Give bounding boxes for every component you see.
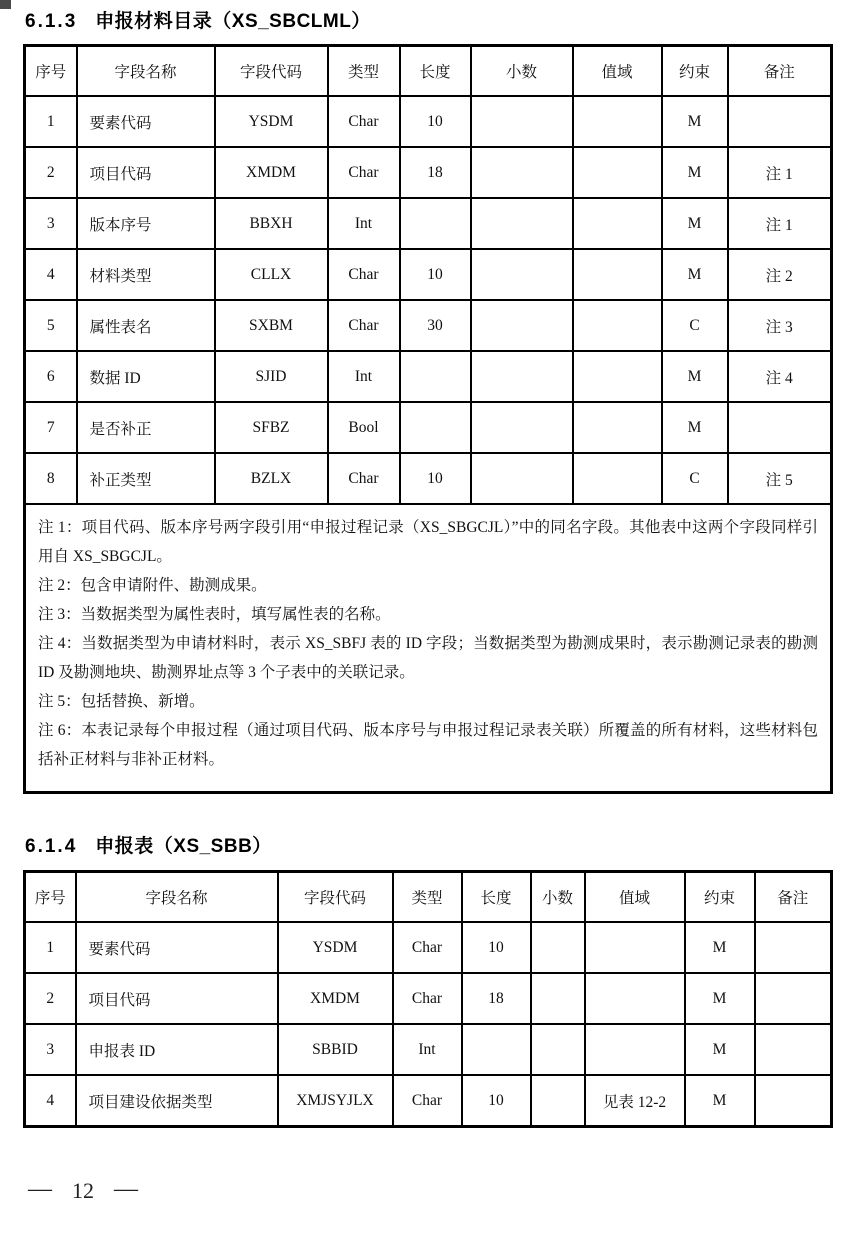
- footer-left-dash: —: [28, 1176, 52, 1202]
- table-cell: 注 5: [728, 453, 832, 504]
- table-cell: M: [662, 96, 728, 147]
- table-cell: Char: [393, 922, 462, 973]
- table-row: [25, 198, 832, 249]
- table-cell: [531, 922, 585, 973]
- table-cell: [471, 198, 573, 249]
- table-cell: YSDM: [215, 96, 328, 147]
- note-line: 注 1：项目代码、版本序号两字段引用“申报过程记录（XS_SBGCJL）”中的同名字段。其他表中这两个字段同样引用自 XS_SBGCJL。: [38, 519, 818, 565]
- note-line: 注 6：本表记录每个申报过程（通过项目代码、版本序号与申报过程记录表关联）所覆盖的所有材料，这些材料包括补正材料与非补正材料。: [38, 722, 818, 768]
- table-cell: [471, 351, 573, 402]
- table-cell: 2: [25, 973, 76, 1024]
- table-notes-row: [25, 504, 832, 793]
- table-cell: 10: [462, 1075, 531, 1127]
- section-number: 6.1.3: [25, 11, 78, 32]
- table-cell: C: [662, 300, 728, 351]
- page-number: 12: [72, 1178, 94, 1203]
- table-cell: 2: [25, 147, 77, 198]
- table-header-row: [25, 872, 832, 923]
- table-header-cell: 字段名称: [77, 46, 215, 97]
- table-cell: M: [662, 249, 728, 300]
- table-cell: Char: [328, 300, 400, 351]
- table-header-cell: 备注: [728, 46, 832, 97]
- table-cell: 版本序号: [77, 198, 215, 249]
- table-cell: 4: [25, 249, 77, 300]
- table-cell: 1: [25, 922, 76, 973]
- table-header-cell: 类型: [328, 46, 400, 97]
- table-cell: [585, 922, 685, 973]
- table-cell: [531, 1075, 585, 1127]
- table-cell: [531, 973, 585, 1024]
- table-cell: SFBZ: [215, 402, 328, 453]
- table-cell: 补正类型: [77, 453, 215, 504]
- table-cell: M: [685, 1024, 755, 1075]
- table-row: [25, 922, 832, 973]
- table-row: [25, 147, 832, 198]
- table-cell: 30: [400, 300, 471, 351]
- table-cell: [471, 147, 573, 198]
- table-cell: [531, 1024, 585, 1075]
- table-cell: M: [685, 1075, 755, 1127]
- table-row: [25, 351, 832, 402]
- table-cell: [573, 300, 662, 351]
- table-row: [25, 973, 832, 1024]
- table-cell: [400, 198, 471, 249]
- note-line: 注 3：当数据类型为属性表时，填写属性表的名称。: [38, 606, 391, 623]
- table-cell: 注 1: [728, 198, 832, 249]
- footer-right-dash: —: [114, 1176, 138, 1202]
- table-cell: 材料类型: [77, 249, 215, 300]
- table-cell: 18: [462, 973, 531, 1024]
- table-cell: SJID: [215, 351, 328, 402]
- table-body: [25, 96, 832, 504]
- table-header-cell: 字段名称: [76, 872, 278, 923]
- table-cell: C: [662, 453, 728, 504]
- table-cell: [400, 351, 471, 402]
- table-body: [25, 922, 832, 1127]
- table-cell: 6: [25, 351, 77, 402]
- table-cell: [728, 96, 832, 147]
- table-header-cell: 小数: [471, 46, 573, 97]
- note-line: 注 5：包括替换、新增。: [38, 693, 205, 710]
- table-cell: XMDM: [215, 147, 328, 198]
- table-header-cell: 长度: [400, 46, 471, 97]
- note-line: 注 4：当数据类型为申请材料时，表示 XS_SBFJ 表的 ID 字段；当数据类型为勘测成果时，表示勘测记录表的勘测 ID 及勘测地块、勘测界址点等 3 个子表中的关联记录。: [38, 635, 818, 681]
- table-cell: M: [662, 147, 728, 198]
- table-cell: M: [662, 402, 728, 453]
- table-cell: SBBID: [278, 1024, 393, 1075]
- table-cell: Char: [393, 1075, 462, 1127]
- table-cell: 项目建设依据类型: [76, 1075, 278, 1127]
- table-cell: [755, 973, 832, 1024]
- table-cell: 10: [400, 249, 471, 300]
- table-sbb: [23, 870, 833, 1128]
- table-cell: 3: [25, 1024, 76, 1075]
- table-cell: Char: [328, 453, 400, 504]
- table-cell: BBXH: [215, 198, 328, 249]
- table-cell: [471, 453, 573, 504]
- note-line: 注 2：包含申请附件、勘测成果。: [38, 577, 267, 594]
- section-number: 6.1.4: [25, 836, 78, 857]
- section-title: 申报表（XS_SBB）: [95, 836, 272, 857]
- table-header-cell: 字段代码: [278, 872, 393, 923]
- table-cell: [573, 198, 662, 249]
- table-cell: [573, 453, 662, 504]
- table-cell: [471, 96, 573, 147]
- table-cell: 要素代码: [76, 922, 278, 973]
- table-cell: M: [685, 973, 755, 1024]
- table-cell: Char: [328, 249, 400, 300]
- table-row: [25, 96, 832, 147]
- table-cell: M: [662, 198, 728, 249]
- table-header-cell: 小数: [531, 872, 585, 923]
- table-cell: 10: [400, 453, 471, 504]
- table-cell: 8: [25, 453, 77, 504]
- table-cell: 7: [25, 402, 77, 453]
- table-header-cell: 序号: [25, 46, 77, 97]
- table-row: [25, 249, 832, 300]
- table-cell: 10: [462, 922, 531, 973]
- table-cell: Char: [328, 96, 400, 147]
- table-header-cell: 类型: [393, 872, 462, 923]
- table-cell: 3: [25, 198, 77, 249]
- table-cell: [462, 1024, 531, 1075]
- table-cell: 1: [25, 96, 77, 147]
- table-cell: [573, 249, 662, 300]
- table-cell: 10: [400, 96, 471, 147]
- scan-artifact: [0, 0, 11, 9]
- table-header-cell: 值域: [573, 46, 662, 97]
- table-header-cell: 值域: [585, 872, 685, 923]
- table-cell: [471, 402, 573, 453]
- table-header-row: [25, 46, 832, 97]
- table-cell: Int: [393, 1024, 462, 1075]
- table-cell: SXBM: [215, 300, 328, 351]
- table-cell: [755, 1024, 832, 1075]
- table-cell: M: [685, 922, 755, 973]
- table-cell: 属性表名: [77, 300, 215, 351]
- table-header-cell: 长度: [462, 872, 531, 923]
- table-header: [25, 872, 832, 923]
- table-notes-cell: [25, 504, 832, 793]
- table-header-cell: 约束: [685, 872, 755, 923]
- table-cell: [728, 402, 832, 453]
- table-header-cell: 序号: [25, 872, 76, 923]
- table-row: [25, 453, 832, 504]
- table-cell: [755, 1075, 832, 1127]
- table-row: [25, 402, 832, 453]
- table-cell: 注 1: [728, 147, 832, 198]
- table-cell: 5: [25, 300, 77, 351]
- table-cell: 项目代码: [76, 973, 278, 1024]
- table-cell: 注 3: [728, 300, 832, 351]
- table-cell: XMJSYJLX: [278, 1075, 393, 1127]
- table-row: [25, 1024, 832, 1075]
- table-cell: 4: [25, 1075, 76, 1127]
- table-cell: 注 2: [728, 249, 832, 300]
- table-cell: [573, 96, 662, 147]
- table-cell: [471, 300, 573, 351]
- table-cell: [400, 402, 471, 453]
- table-cell: 申报表 ID: [76, 1024, 278, 1075]
- table-cell: [573, 147, 662, 198]
- table-row: [25, 300, 832, 351]
- table-cell: [471, 249, 573, 300]
- table-row: [25, 1075, 832, 1127]
- section-heading-6-1-3: [25, 4, 830, 33]
- table-cell: 数据 ID: [77, 351, 215, 402]
- table-cell: 项目代码: [77, 147, 215, 198]
- table-cell: Int: [328, 351, 400, 402]
- table-cell: Int: [328, 198, 400, 249]
- table-cell: Char: [393, 973, 462, 1024]
- table-cell: 是否补正: [77, 402, 215, 453]
- table-cell: BZLX: [215, 453, 328, 504]
- table-cell: YSDM: [278, 922, 393, 973]
- table-cell: 18: [400, 147, 471, 198]
- table-header-cell: 字段代码: [215, 46, 328, 97]
- table-cell: M: [662, 351, 728, 402]
- table-cell: 注 4: [728, 351, 832, 402]
- table-cell: 要素代码: [77, 96, 215, 147]
- table-cell: CLLX: [215, 249, 328, 300]
- table-sbclml: [23, 44, 833, 794]
- table-cell: XMDM: [278, 973, 393, 1024]
- table-cell: [755, 922, 832, 973]
- table-cell: [573, 351, 662, 402]
- section-title: 申报材料目录（XS_SBCLML）: [95, 11, 371, 32]
- table-header-cell: 约束: [662, 46, 728, 97]
- table-cell: 见表 12-2: [585, 1075, 685, 1127]
- table-cell: Bool: [328, 402, 400, 453]
- table-cell: [585, 973, 685, 1024]
- page-footer: [28, 1178, 138, 1204]
- table-header-cell: 备注: [755, 872, 832, 923]
- table-cell: [585, 1024, 685, 1075]
- table-header: [25, 46, 832, 97]
- section-heading-6-1-4: [25, 831, 830, 858]
- table-cell: [573, 402, 662, 453]
- table-cell: Char: [328, 147, 400, 198]
